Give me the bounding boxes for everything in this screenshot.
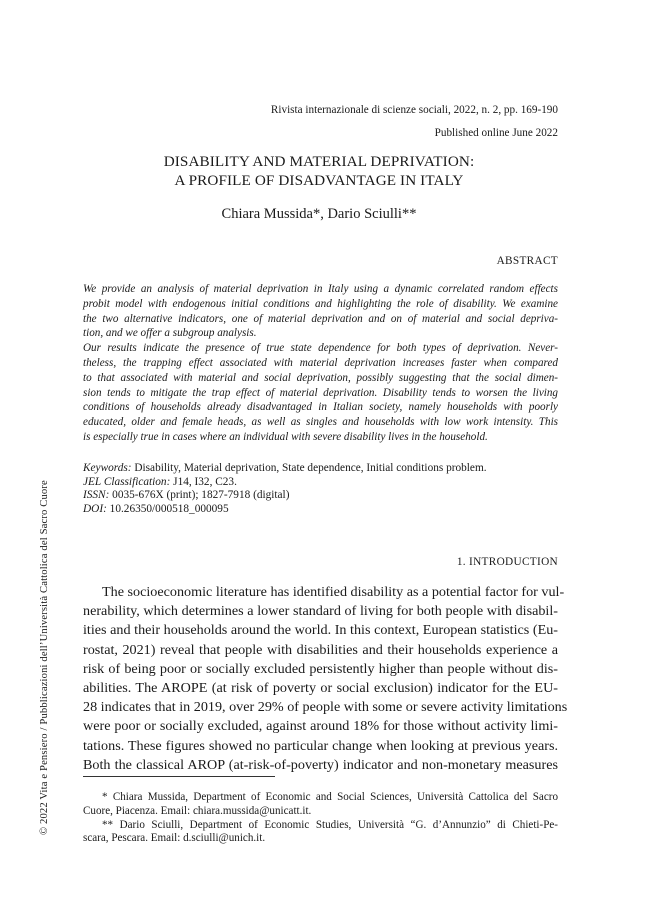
footnote-line: scara, Pescara. Email: d.sciulli@unich.it.	[83, 832, 266, 845]
footnote-line: ** Dario Sciulli, Department of Economic Studies, Università “G. d’Annunzio” di Chieti-Pe-	[102, 818, 558, 831]
abstract-line: tion, and we offer a subgroup analysis.	[83, 327, 257, 340]
abstract-line: sion tends to mitigate the trap effect of material deprivation. Disability tends to worsen the living	[83, 386, 558, 399]
metadata-block	[83, 462, 558, 516]
body-line: rostat, 2021) reveal that people with disabilities and their households experience a	[83, 641, 558, 658]
abstract-line: probit model with endogenous initial conditions and highlighting the role of disability. We examine	[83, 297, 558, 310]
body-line: tations. These figures showed no particular change when looking at previous years.	[83, 737, 558, 754]
copyright-sidebar: © 2022 Vita e Pensiero / Pubblicazioni dell’Università Cattolica del Sacro Cuore	[39, 480, 50, 835]
doi-label: DOI:	[83, 502, 107, 515]
doi-value: 10.26350/000518_000095	[106, 502, 229, 515]
body-line: ities and their households around the world. In this context, European statistics (Eu-	[83, 622, 558, 639]
abstract-line: the two alternative indicators, one of material deprivation and on of material and social depriva-	[83, 312, 558, 325]
jel-value: J14, I32, C23.	[170, 475, 237, 488]
abstract-line: educated, older and female heads, as well as singles and households with low work intensity. This	[83, 416, 558, 429]
body-line: risk of being poor or socially excluded persistently higher than people without dis-	[83, 660, 558, 677]
keywords-label: Keywords:	[83, 462, 132, 474]
keywords-line	[83, 462, 558, 476]
title-line-1: DISABILITY AND MATERIAL DEPRIVATION:	[163, 153, 475, 170]
issn-label: ISSN:	[83, 489, 110, 502]
body-line: were poor or socially excluded, against around 18% for those without activity limi-	[83, 718, 558, 735]
body-line: abilities. The AROPE (at risk of poverty or social exclusion) indicator for the EU-	[83, 679, 558, 696]
footnote-line: * Chiara Mussida, Department of Economic and Social Sciences, Università Cattolica del Sacro	[102, 791, 558, 803]
footnote-line: Cuore, Piacenza. Email: chiara.mussida@unicatt.it.	[83, 804, 312, 817]
body-line: 28 indicates that in 2019, over 29% of people with some or severe activity limitations	[83, 699, 568, 716]
doi-line	[83, 503, 558, 517]
abstract-heading: ABSTRACT	[496, 255, 558, 267]
abstract-line: Our results indicate the presence of true state dependence for both types of deprivation. Never-	[83, 342, 558, 355]
journal-reference: Rivista internazionale di scienze sociali, 2022, n. 2, pp. 169-190	[270, 104, 558, 116]
authors: Chiara Mussida*, Dario Sciulli**	[221, 206, 417, 222]
footnotes	[83, 791, 558, 846]
footnote-divider	[83, 776, 275, 777]
section-heading-introduction: 1. INTRODUCTION	[456, 556, 558, 568]
published-online-date: Published online June 2022	[434, 127, 558, 139]
abstract-line: is especially true in cases where an individual with severe disability lives in the household.	[83, 430, 488, 443]
jel-line	[83, 476, 558, 490]
abstract-line: theless, the trapping effect associated with material deprivation increases faster when compared	[83, 356, 558, 369]
body-line: The socioeconomic literature has identified disability as a potential factor for vul-	[102, 584, 565, 600]
issn-line	[83, 489, 558, 503]
abstract-line: We provide an analysis of material deprivation in Italy using a dynamic correlated random effects	[83, 283, 558, 295]
paper-title	[80, 152, 558, 190]
abstract-line: conditions of households already disadvantaged in Italian society, namely households with poorly	[83, 401, 558, 414]
issn-value: 0035-676X (print); 1827-7918 (digital)	[109, 489, 290, 502]
body-line: nerability, which determines a lower standard of living for both people with disabil-	[83, 603, 558, 620]
abstract-text	[83, 282, 558, 445]
body-line: Both the classical AROP (at-risk-of-poverty) indicator and non-monetary measures	[83, 756, 558, 773]
title-line-2: A PROFILE OF DISADVANTAGE IN ITALY	[174, 172, 464, 189]
keywords-value: Disability, Material deprivation, State dependence, Initial conditions problem.	[131, 462, 487, 474]
jel-label: JEL Classification:	[83, 475, 171, 488]
abstract-line: to that associated with material and social deprivation, possibly suggesting that the social dimen-	[83, 371, 558, 384]
introduction-text	[83, 583, 568, 775]
